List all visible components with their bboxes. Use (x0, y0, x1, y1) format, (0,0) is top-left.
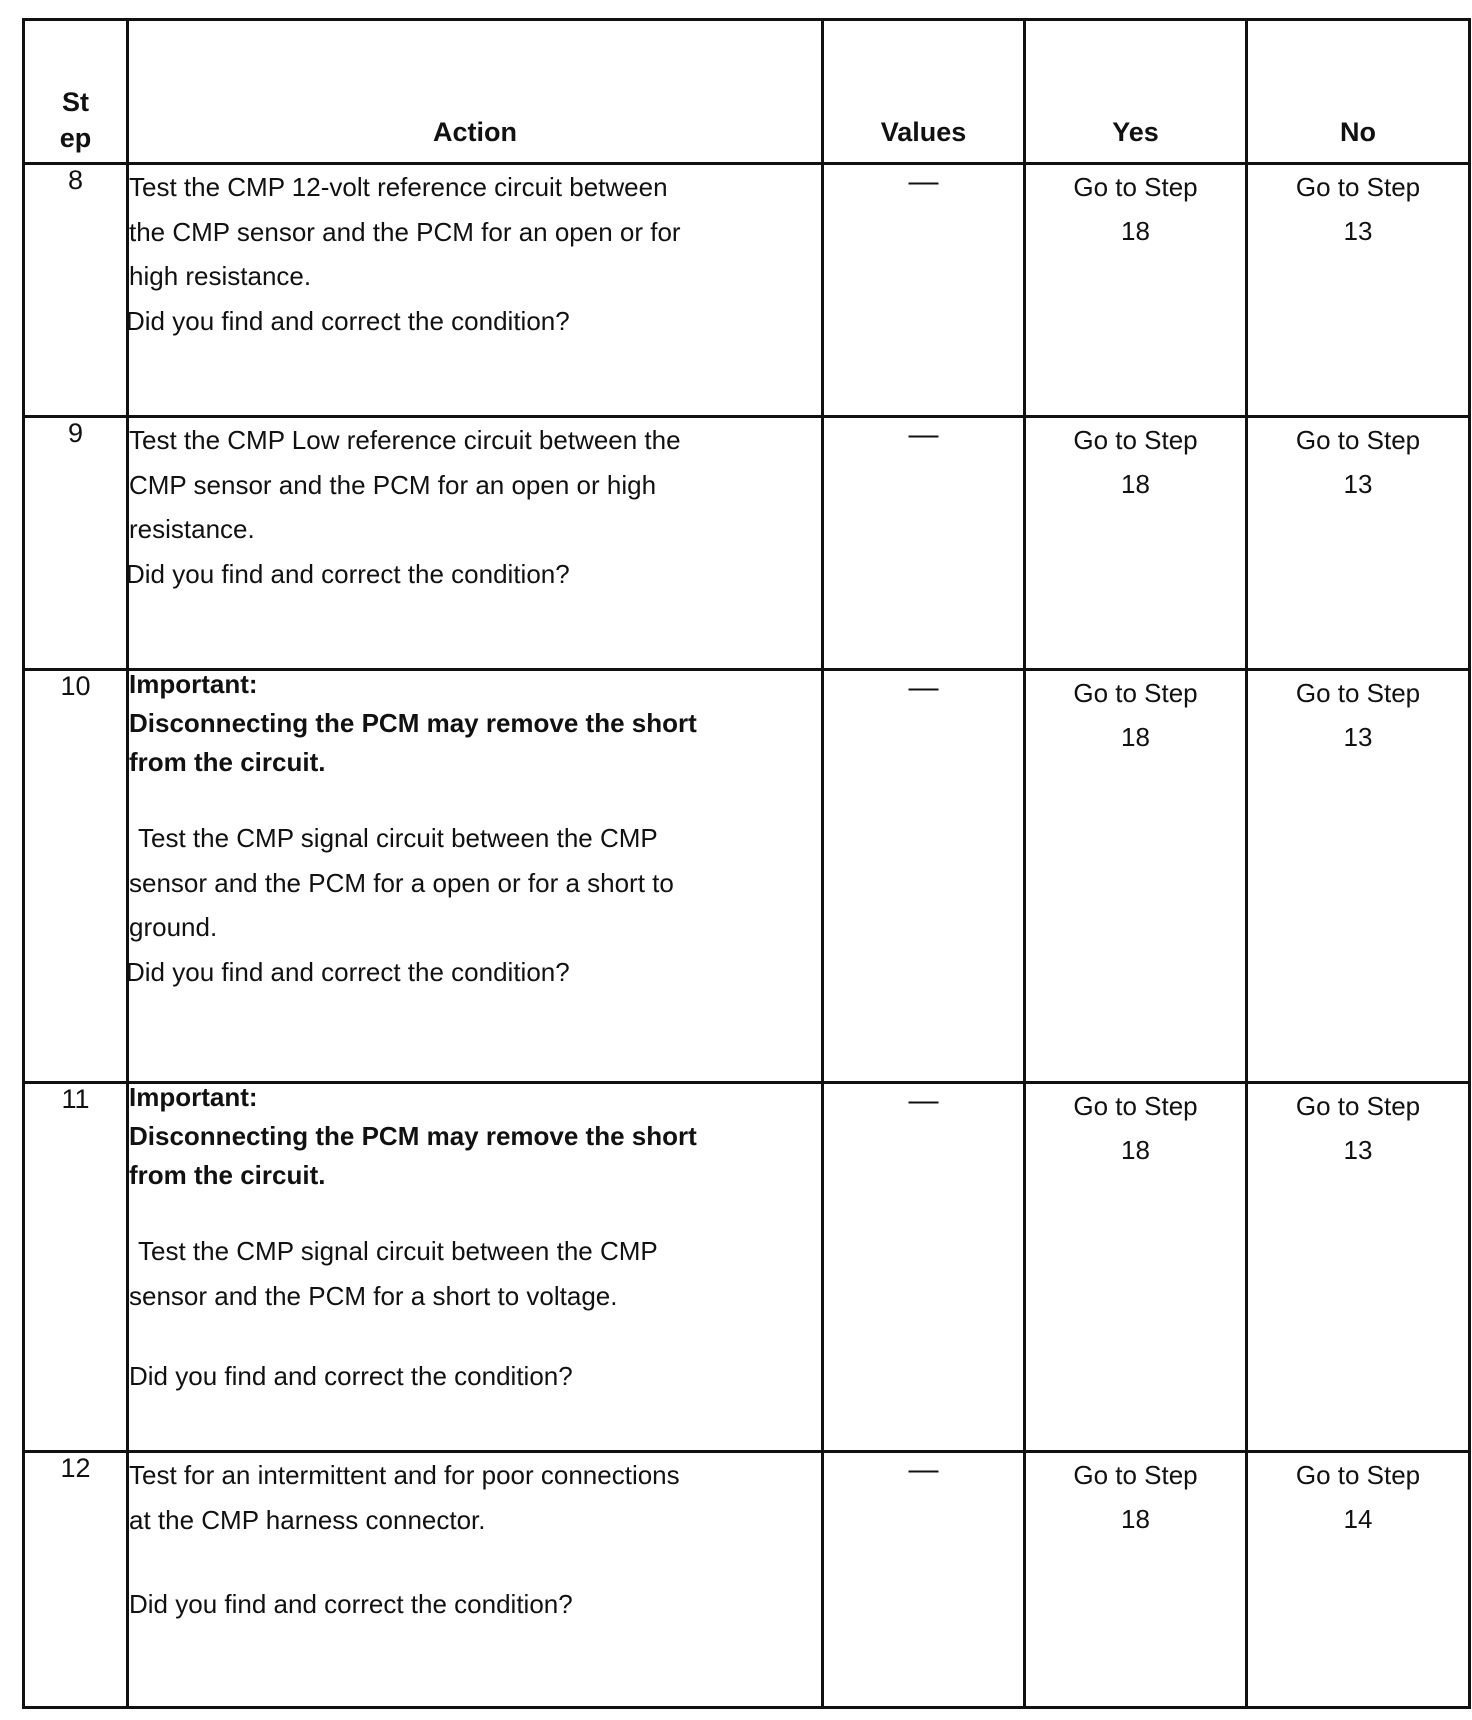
no-label: Go to Step (1295, 425, 1421, 455)
yes-step: 18 (1121, 1135, 1150, 1165)
values-cell: — (823, 164, 1025, 417)
header-row (24, 20, 1470, 164)
spacer (129, 1318, 821, 1354)
action-text: Test for an intermittent and for poor connections (129, 1460, 680, 1490)
spacer (129, 782, 821, 816)
no-cell (1247, 1452, 1470, 1708)
action-text: Test the CMP Low reference circuit between the (129, 425, 681, 455)
header-action: Action (128, 20, 823, 164)
important-text: Disconnecting the PCM may remove the short (129, 708, 697, 738)
spacer (129, 1195, 821, 1229)
step-number: 11 (24, 1083, 128, 1452)
action-cell (128, 1083, 823, 1452)
no-label: Go to Step (1295, 172, 1421, 202)
yes-label: Go to Step (1073, 678, 1198, 708)
no-step: 13 (1343, 722, 1373, 752)
action-text: Test the CMP 12-volt reference circuit between (129, 172, 668, 202)
action-question: Did you find and correct the condition? (126, 305, 570, 336)
no-label: Go to Step (1295, 678, 1421, 708)
no-label: Go to Step (1295, 1460, 1421, 1490)
yes-cell (1025, 670, 1247, 1083)
values-cell: — (823, 417, 1025, 670)
important-label: Important: (129, 669, 258, 699)
no-cell (1247, 670, 1470, 1083)
yes-label: Go to Step (1073, 1460, 1198, 1490)
table-row (24, 164, 1470, 417)
header-yes: Yes (1025, 20, 1247, 164)
important-text: from the circuit. (129, 747, 326, 777)
action-question: Did you find and correct the condition? (126, 956, 570, 987)
yes-step: 18 (1121, 1504, 1150, 1534)
diagnostic-table (22, 18, 1471, 1709)
action-text: Test the CMP signal circuit between the CMP (138, 1236, 658, 1266)
yes-label: Go to Step (1073, 425, 1198, 455)
action-cell (128, 417, 823, 670)
action-cell (128, 164, 823, 417)
values-cell: — (823, 670, 1025, 1083)
yes-cell (1025, 1452, 1247, 1708)
yes-step: 18 (1121, 469, 1150, 499)
step-number: 12 (24, 1452, 128, 1708)
action-text: sensor and the PCM for a short to voltage. (129, 1280, 618, 1311)
table-row (24, 1452, 1470, 1708)
header-no: No (1247, 20, 1470, 164)
table-row (24, 417, 1470, 670)
header-step: St ep (24, 20, 128, 164)
table-row (24, 1083, 1470, 1452)
step-number: 10 (24, 670, 128, 1083)
no-cell (1247, 164, 1470, 417)
yes-cell (1025, 164, 1247, 417)
yes-step: 18 (1121, 722, 1150, 752)
action-cell (128, 1452, 823, 1708)
no-step: 14 (1343, 1504, 1373, 1534)
action-text: CMP sensor and the PCM for an open or high (129, 469, 657, 500)
no-step: 13 (1343, 469, 1373, 499)
spacer (129, 1542, 821, 1582)
header-values: Values (823, 20, 1025, 164)
yes-step: 18 (1121, 216, 1150, 246)
step-number: 9 (24, 417, 128, 670)
no-label: Go to Step (1295, 1091, 1421, 1121)
no-step: 13 (1343, 1135, 1373, 1165)
no-step: 13 (1343, 216, 1373, 246)
yes-label: Go to Step (1073, 1091, 1198, 1121)
yes-label: Go to Step (1073, 172, 1198, 202)
yes-cell (1025, 417, 1247, 670)
action-cell (128, 670, 823, 1083)
values-cell: — (823, 1083, 1025, 1452)
action-text: at the CMP harness connector. (129, 1504, 486, 1535)
action-text: Test the CMP signal circuit between the CMP (138, 823, 658, 853)
important-label: Important: (129, 1082, 258, 1112)
action-question: Did you find and correct the condition? (129, 1361, 573, 1391)
important-text: Disconnecting the PCM may remove the short (129, 1121, 697, 1151)
important-text: from the circuit. (129, 1160, 326, 1190)
table-row (24, 670, 1470, 1083)
action-text: sensor and the PCM for a open or for a short to (129, 867, 674, 898)
step-number: 8 (24, 164, 128, 417)
no-cell (1247, 417, 1470, 670)
action-text: the CMP sensor and the PCM for an open or for (129, 216, 681, 247)
action-text: resistance. (129, 514, 255, 544)
action-question: Did you find and correct the condition? (129, 1589, 573, 1619)
action-text: ground. (129, 912, 218, 942)
action-question: Did you find and correct the condition? (126, 558, 570, 589)
yes-cell (1025, 1083, 1247, 1452)
values-cell: — (823, 1452, 1025, 1708)
no-cell (1247, 1083, 1470, 1452)
action-text: high resistance. (129, 261, 312, 291)
